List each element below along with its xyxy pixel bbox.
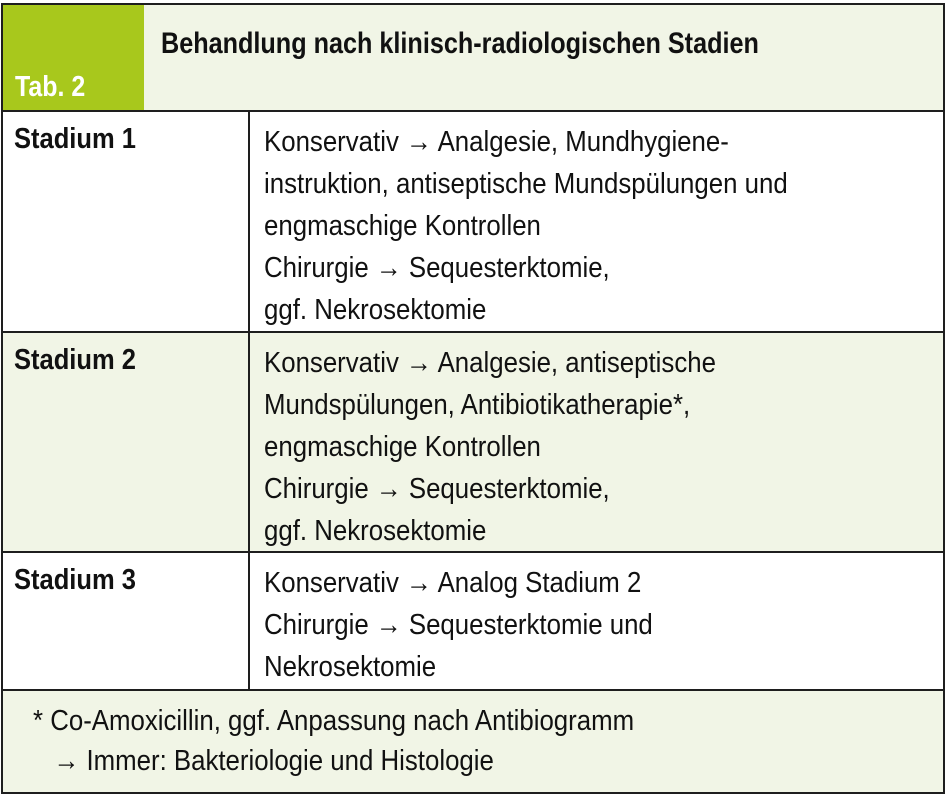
table-row-stadium-2 (3, 331, 943, 551)
therapy-line: Chirurgie → Sequesterktomie und (264, 609, 653, 641)
column-divider (248, 333, 250, 551)
stage-label: Stadium 2 (14, 344, 136, 376)
table-title: Behandlung nach klinisch-radiologischen Stadien (161, 27, 759, 60)
stage-label: Stadium 1 (14, 123, 136, 155)
footnote-line: * Co-Amoxicillin, ggf. Anpassung nach Antibiogramm (33, 705, 635, 737)
table-number-badge (3, 5, 144, 110)
therapy-line: Konservativ → Analgesie, antiseptische (264, 347, 716, 379)
footnote-text (33, 701, 708, 781)
therapy-line: Chirurgie → Sequesterktomie, (264, 252, 610, 284)
therapy-cell (264, 562, 701, 688)
therapy-line: instruktion, antiseptische Mundspülungen und (264, 168, 788, 200)
column-divider (248, 553, 250, 689)
therapy-line: Nekrosektomie (264, 651, 437, 683)
therapy-line: Konservativ → Analgesie, Mundhygiene- (264, 126, 729, 158)
therapy-line: Mundspülungen, Antibiotikatherapie*, (264, 389, 691, 421)
therapy-cell (264, 121, 852, 331)
therapy-line: Konservativ → Analog Stadium 2 (264, 567, 642, 599)
therapy-line: Chirurgie → Sequesterktomie, (264, 473, 610, 505)
therapy-line: engmaschige Kontrollen (264, 431, 541, 463)
therapy-line: engmaschige Kontrollen (264, 210, 541, 242)
therapy-cell (264, 342, 772, 552)
table-number-label: Tab. 2 (15, 71, 86, 103)
therapy-line: ggf. Nekrosektomie (264, 294, 487, 326)
treatment-table (1, 3, 945, 794)
stage-label: Stadium 3 (14, 564, 136, 596)
table-row-stadium-1 (3, 110, 943, 331)
table-header (3, 5, 943, 110)
table-footnote (3, 689, 943, 792)
column-divider (248, 112, 250, 331)
table-row-stadium-3 (3, 551, 943, 689)
therapy-line: ggf. Nekrosektomie (264, 515, 487, 547)
footnote-line: → Immer: Bakteriologie und Histologie (53, 745, 494, 777)
